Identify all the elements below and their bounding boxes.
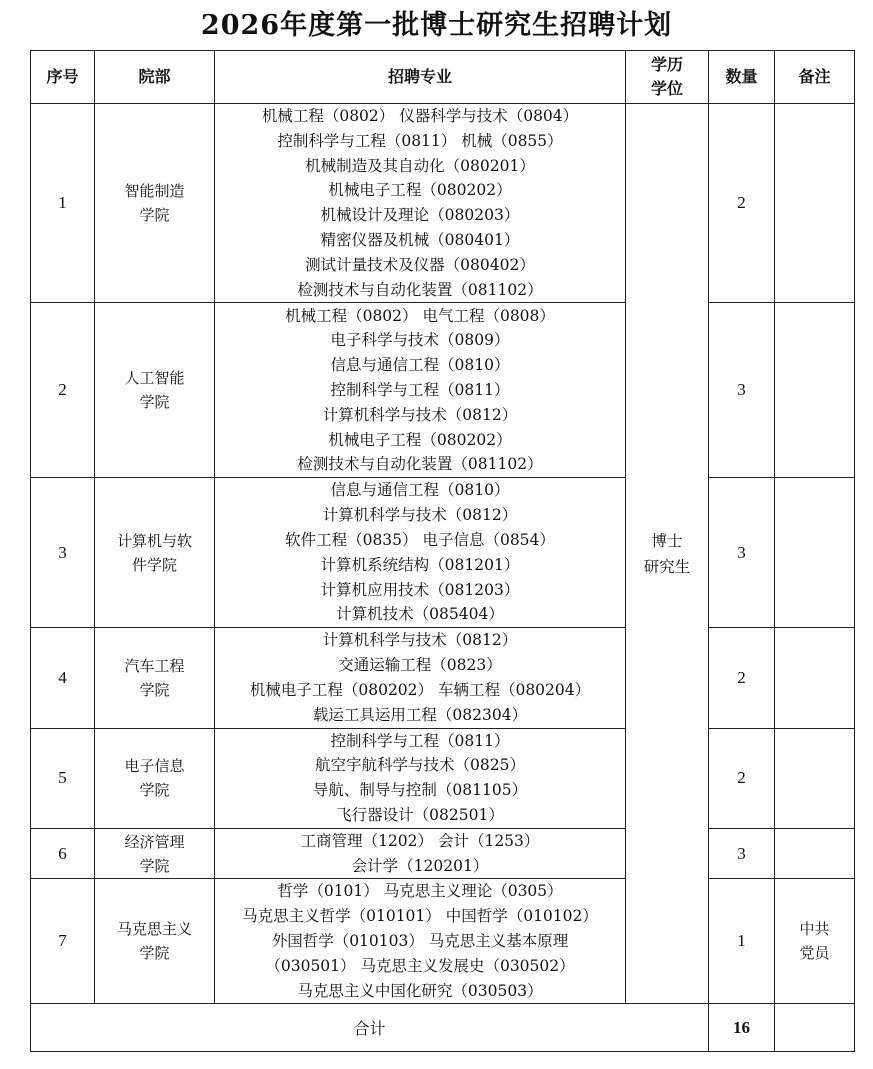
major-line: （030501） 马克思主义发展史（030502） (265, 956, 575, 975)
major-line: 工商管理（1202） 会计（1253） (300, 831, 540, 850)
row-count: 3 (709, 478, 775, 628)
department-line: 经济管理 (124, 832, 185, 851)
header-majors: 招聘专业 (215, 51, 626, 104)
header-degree-line2: 学位 (650, 79, 683, 98)
major-line: 软件工程（0835） 电子信息（0854） (285, 531, 555, 550)
major-line: 计算机科学与技术（0812） (322, 506, 518, 525)
major-line: 导航、制导与控制（081105） (312, 781, 528, 800)
major-line: 计算机应用技术（081203） (320, 580, 520, 599)
row-count: 2 (709, 628, 775, 728)
table-row (31, 828, 855, 879)
row-majors (215, 728, 626, 828)
major-line: 信息与通信工程（0810） (330, 481, 510, 500)
major-line: 计算机系统结构（081201） (320, 555, 520, 574)
row-count: 3 (709, 303, 775, 478)
department-line: 学院 (139, 393, 170, 412)
major-line: 机械工程（0802） 电气工程（0808） (285, 306, 555, 325)
major-line: 机械电子工程（080202） (328, 181, 512, 200)
remark-line: 中共 (799, 920, 830, 939)
major-line: 马克思主义哲学（010101） 中国哲学（010102） (242, 907, 598, 926)
row-department (95, 303, 215, 478)
department-line: 学院 (139, 781, 170, 800)
recruitment-table (30, 50, 855, 1052)
header-department: 院部 (95, 51, 215, 104)
major-line: 检测技术与自动化装置（081102） (297, 280, 543, 299)
major-line: 哲学（0101） 马克思主义理论（0305） (277, 882, 563, 901)
table-row (31, 478, 855, 628)
row-department (95, 478, 215, 628)
department-line: 马克思主义 (116, 920, 192, 939)
department-line: 计算机与软 (116, 531, 192, 550)
row-majors (215, 303, 626, 478)
row-index: 2 (31, 303, 95, 478)
major-line: 机械电子工程（080202） 车辆工程（080204） (249, 680, 591, 699)
department-line: 学院 (139, 856, 170, 875)
row-remarks (775, 478, 855, 628)
major-line: 控制科学与工程（0811） (330, 731, 510, 750)
table-row (31, 104, 855, 303)
total-row (31, 1004, 855, 1052)
header-index: 序号 (31, 51, 95, 104)
header-degree-line1: 学历 (650, 55, 683, 74)
row-remarks (775, 828, 855, 879)
major-line: 电子科学与技术（0809） (330, 331, 510, 350)
major-line: 外国哲学（010103） 马克思主义基本原理 (271, 931, 569, 950)
major-line: 计算机科学与技术（0812） (322, 405, 518, 424)
row-majors (215, 104, 626, 303)
row-department (95, 728, 215, 828)
degree-line: 研究生 (643, 557, 691, 576)
header-row (31, 51, 855, 104)
major-line: 载运工具运用工程（082304） (312, 705, 528, 724)
total-value: 16 (709, 1004, 775, 1052)
total-label: 合计 (31, 1004, 709, 1052)
row-count: 1 (709, 879, 775, 1004)
row-count: 2 (709, 728, 775, 828)
department-line: 学院 (139, 680, 170, 699)
department-line: 学院 (139, 206, 170, 225)
major-line: 控制科学与工程（0811） 机械（0855） (277, 131, 563, 150)
page-title: 2026年度第一批博士研究生招聘计划 (200, 10, 673, 41)
row-count: 2 (709, 104, 775, 303)
major-line: 精密仪器及机械（080401） (320, 230, 520, 249)
department-line: 件学院 (131, 555, 177, 574)
row-remarks (775, 104, 855, 303)
table-row (31, 628, 855, 728)
major-line: 机械设计及理论（080203） (320, 206, 520, 225)
major-line: 检测技术与自动化装置（081102） (297, 455, 543, 474)
row-department (95, 628, 215, 728)
row-index: 3 (31, 478, 95, 628)
major-line: 马克思主义中国化研究（030503） (297, 981, 543, 1000)
row-remarks (775, 728, 855, 828)
row-majors (215, 478, 626, 628)
department-line: 汽车工程 (124, 656, 185, 675)
degree-line: 博士 (651, 531, 683, 550)
row-index: 6 (31, 828, 95, 879)
row-count: 3 (709, 828, 775, 879)
major-line: 机械电子工程（080202） (328, 430, 512, 449)
degree-cell (626, 104, 709, 1004)
row-department (95, 828, 215, 879)
row-department (95, 879, 215, 1004)
table-body (31, 104, 855, 1052)
department-line: 人工智能 (124, 369, 185, 388)
major-line: 计算机技术（085404） (336, 605, 504, 624)
row-majors (215, 628, 626, 728)
row-index: 4 (31, 628, 95, 728)
major-line: 计算机科学与技术（0812） (322, 631, 518, 650)
row-majors (215, 828, 626, 879)
major-line: 控制科学与工程（0811） (330, 380, 510, 399)
row-department (95, 104, 215, 303)
header-count: 数量 (709, 51, 775, 104)
row-remarks (775, 628, 855, 728)
major-line: 会计学（120201） (351, 856, 489, 875)
department-line: 智能制造 (124, 182, 185, 201)
table-row (31, 879, 855, 1004)
row-index: 5 (31, 728, 95, 828)
major-line: 机械制造及其自动化（080201） (305, 156, 535, 175)
department-line: 学院 (139, 944, 170, 963)
table-row (31, 728, 855, 828)
total-remarks (775, 1004, 855, 1052)
major-line: 航空宇航科学与技术（0825） (315, 756, 525, 775)
row-majors (215, 879, 626, 1004)
row-index: 1 (31, 104, 95, 303)
row-index: 7 (31, 879, 95, 1004)
major-line: 机械工程（0802） 仪器科学与技术（0804） (261, 107, 579, 125)
major-line: 信息与通信工程（0810） (330, 356, 510, 375)
table-row (31, 303, 855, 478)
major-line: 测试计量技术及仪器（080402） (305, 255, 535, 274)
header-degree (626, 51, 709, 104)
row-remarks (775, 879, 855, 1004)
remark-line: 党员 (799, 944, 830, 963)
major-line: 交通运输工程（0823） (338, 656, 502, 675)
department-line: 电子信息 (124, 757, 185, 776)
row-remarks (775, 303, 855, 478)
major-line: 飞行器设计（082501） (336, 805, 504, 824)
header-remarks: 备注 (775, 51, 855, 104)
